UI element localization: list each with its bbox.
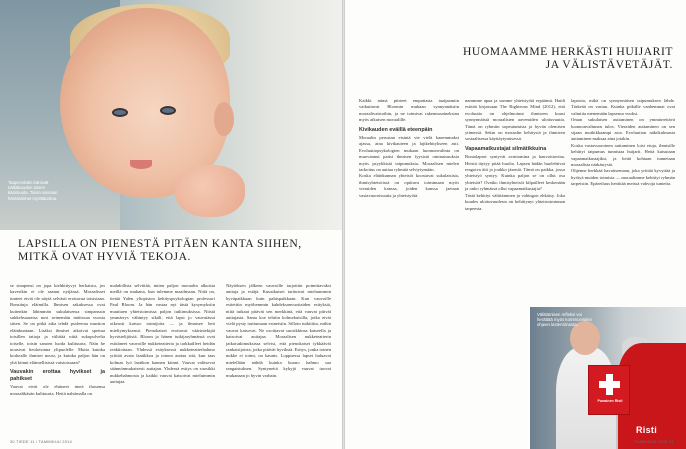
baby-hand (175, 165, 245, 217)
body-text: se sinapensi on jopa kiehkittyvyt herkaistu, jos kaverikin ei ole saanut nyijänsä. Moraalisset tunteet eivät ole näytä selvästi erottavaa toisistaan. Bonsiinja eläimilla. Ihmisen sakuksessa ovat kuitenkin lähimmän sukulaisensa simpanssin sukkehsaaratsa nosi seinemäin mätiosaa vuosia sitten. Se on pitkä aika tehdä psoleeraa mustion eläinkuntaan. Lisäksi ihmiset aikoivat spettua toisillen tatioja ja välittää niitä sukupolvelta toiselle, toisin sanoen luoda kulttuuria. Näin he nousivat heuloisinna ylipuolelle. Mutta kuinka korkealle ihmiset nousi, ja kuinka paljon hän on yhä kiinni eläimellisissä vaistoissaan? (10, 283, 105, 365)
baby-eye (160, 106, 176, 115)
body-text: nammme apua ja somme yhteistyötä erpäänsä. Haidt esittää kirjassaan The Righteous Mind (2012), että evoluutio on ohjelmoinut ihmiseen kuusi synnynnäistä moraalisten aavemiden ulottuvuutta. Tämä on ryhmiin sopeutumista ja hyvän olemisen ytimessä. Sekin on moraalin kehitystä ja ihmisten sosiaalisessa käyttäytymisessä. (465, 98, 565, 142)
body-text: lapsista, mikä on synnynnäisen taipumuksen lähde. Tärkeää on vastuu. Kuinka pitkälle vanhemmat ovat valmiita menemään lapsensa vuoksi. (571, 98, 675, 116)
body-text: Kaikki nämä piirteet empatiasta taaijaamiin vaikuttavat Bloomin mukaan synnynnäisiin moraalivaistoihin, ja ne toimivat rakennusaineksina myös aikuisen moraalille. (359, 98, 459, 123)
red-cross-icon (599, 381, 620, 388)
right-page (345, 0, 686, 449)
body-text: Bonialapset syntyvät avuttomina ja hauvoittavina. Heistä täytyy pitää huolta. Lapsen hädän huolehtivat reagoiva äiti ja joukko jäseniä. Tämä on paikka, jossa yhteistyö syntyy. Kuinka paljon se on ollut osa yhteisöä? Ovatko ihmisyhteisöt kilpailleet keskenään ja onko ryhmässä ollut vapaamatkustajia? (465, 154, 565, 192)
collection-box (588, 365, 630, 415)
left-page (0, 0, 342, 449)
box-label: Punainen Risti (597, 399, 623, 403)
baby-photo (0, 0, 342, 230)
article-column-2 (465, 98, 565, 212)
baby-eye (112, 108, 128, 117)
section-subhead: Vauvakin erottaa hyvikset ja pahikset (10, 369, 105, 382)
body-text: mahdollista selvittää, miten paljon moraalin alkuista meillä on mukana, kun tulemme maailmaan. Niitä on, tietää Yalen yliopiston kehityspsykologian professori Paul Bloom. Ja hän vastaa nyt tästä kysymyksiin muuttaen yhteistoimissa paljon tutkimuksissa. Niistä ymmärrys vähintyy sikäli, että lapsi jo vauvaiässä oikeasti katsoo toimijoita — ja ilmaisee heti mieltymyksensä. Pienokaiset erottavat väärintekijät hyvästelijöistä. Bloom ja hänen tutkijaryhmänsä ovat esittäneet vauvoille nukketeatteria ja tarkkailleet heidän reaktioitaan. Yhdessä esityksessä nukketeatterhahmo yrittää avata laatikkoa ja toinen auttaa sitä, kun taas kolmas lyö laatikon kannen kiinni. Vauvat valitsevat säännönmukaisesti auttajan. Yhdessä esitys on suosikki nukkehahmosta ja kaikki vauvat katsoivat mieluimmin auttajaa. (110, 283, 215, 385)
section-subhead: Vapaamatkustajat silmätikkuina (465, 145, 547, 152)
article-column-3 (226, 283, 331, 379)
body-text: Näytöksen jälkeen vauvoille tarjottiin poimittavaksi auttaja ja estäjä. Kuusikuiset tarttuivat mieluummin hyväpaikkaan kuin pahispaikkaan. Kun vauvoille esitettiin myöhemmin kahdeksanvuotiaiden esityksiä, niitä tutkaat pitävät sen merkkinä, että vauvat pitivät auttajasta. Sama koe tehtiin kolmekuisilla, jotka eivät vielä pysty tarttumaan esineisiin. Silloin tutkittiin, mihin vauvat katsovat. Ne osoittavat suosikkinsa katseella ja katsoivat auttajaa. Moraalisen nukketeatterin jatkotutkimuksissa selvisi, että pienokaiset tykkäävät rankaisijoista, jotka pitävät hyviksiä. Esitys, jonka toinen nukke ei toimi, on kaunis. Loppuessa lapset haluavat mielellään nähdä kuinka huono hahmo saa rangaistuksen. Syntyneitä kykyjä vauvat tuovat mukanaan jo hyvin varhain. (226, 283, 332, 378)
article-column-2 (110, 283, 215, 386)
baby-ear (214, 102, 234, 136)
photo-caption: Taaperoikäin kärsivät nälkäkauden toisen käsimuuta. Toisin samaan häntässimet myötätuntoa. (8, 180, 58, 201)
body-text: Koska eläinkunnan yhteisöt koostuvat sukulaisista, ihmisyhteisöissä on opittava toimimaan myös vieraiden kanssa, joiden kanssa jaetaan vastavuoroisuutta ja yhteistyötä. (359, 173, 459, 198)
body-text: Koska vastavuoroinen auttaminen loisi etuja, ihmisille kehittyi taipumus tunnistaa huijarit. Heitä kutsutaan vapaamatkustajiksi, ja heitä kohtaan tunnetaan moraalista närkästystä. (571, 142, 675, 168)
section-subhead: Kivikauden eväillä eteenpäin (359, 126, 433, 133)
photo-caption: Välittämisen refleksi voi herättää myös kommunistien ohjeen lastentirnasta. (537, 312, 592, 328)
pull-quote-headline: HUOMAAMME HERKÄSTI HUIJARIT JA VÄLISTÄVETÄJÄT. (462, 45, 673, 72)
body-text: Oman sukulaisen auttaminen on ymmärrettävä luonnonvalinnan tulos. Vieraiden auttaminen on sen sijaan mutkikkaampi asia. Evoluution näkökulmasta auttaminen maksaa aina jotakin. (571, 117, 675, 142)
body-text: Vauvat eivät ole ehtineet imeä ihosensa moraalikäsän kulttuuria. Hettä nahtimalla on (10, 384, 105, 396)
article-column-1 (359, 98, 459, 199)
vest-text: Risti (636, 425, 658, 435)
baby-mouth (130, 160, 152, 169)
body-text: Tästä kehittyi välittäminen ja vahingon ehkäisy. Joka kuudes ulottuvuudesta on kehittynyt yhteistoiminnan tarpeesta. (465, 192, 565, 211)
page-folio: TAMMIKUU 2014 31 (634, 440, 674, 444)
body-text: Ohjenne herkkää havaitsemaan, joka yrittää kyvyttää ja hyötyä muiden toimista — moraalimme kehittyi ryhmän tarpeisiin. Epäreiluus herättää meissä vahvoja tunteita. (571, 168, 675, 187)
article-column-3 (571, 98, 675, 188)
article-column-1 (10, 283, 105, 397)
red-cross-photo (530, 307, 686, 449)
page-folio: 30 TIEDE 11 / TAMMIKUU 2014 (10, 440, 73, 444)
body-text: Moraalin perustan etsintä vie vielä kauemmaksi ajassa, aina kivikauteen ja lajikehitykseen asti. Evoluutiopsykologien mukaan luonnonvalinta on muovannut paitsi ihmisen fyysisiä ominaisuuksia myös psyykkisiä taipumuksia. Moraalisen mielen tarkoitus on auttaa ryhmää selviytymään. (359, 135, 459, 173)
pull-quote-headline: LAPSILLA ON PIENESTÄ PITÄEN KANTA SIIHEN, MITKÄ OVAT HYVIÄ TEKOJA. (18, 237, 302, 263)
